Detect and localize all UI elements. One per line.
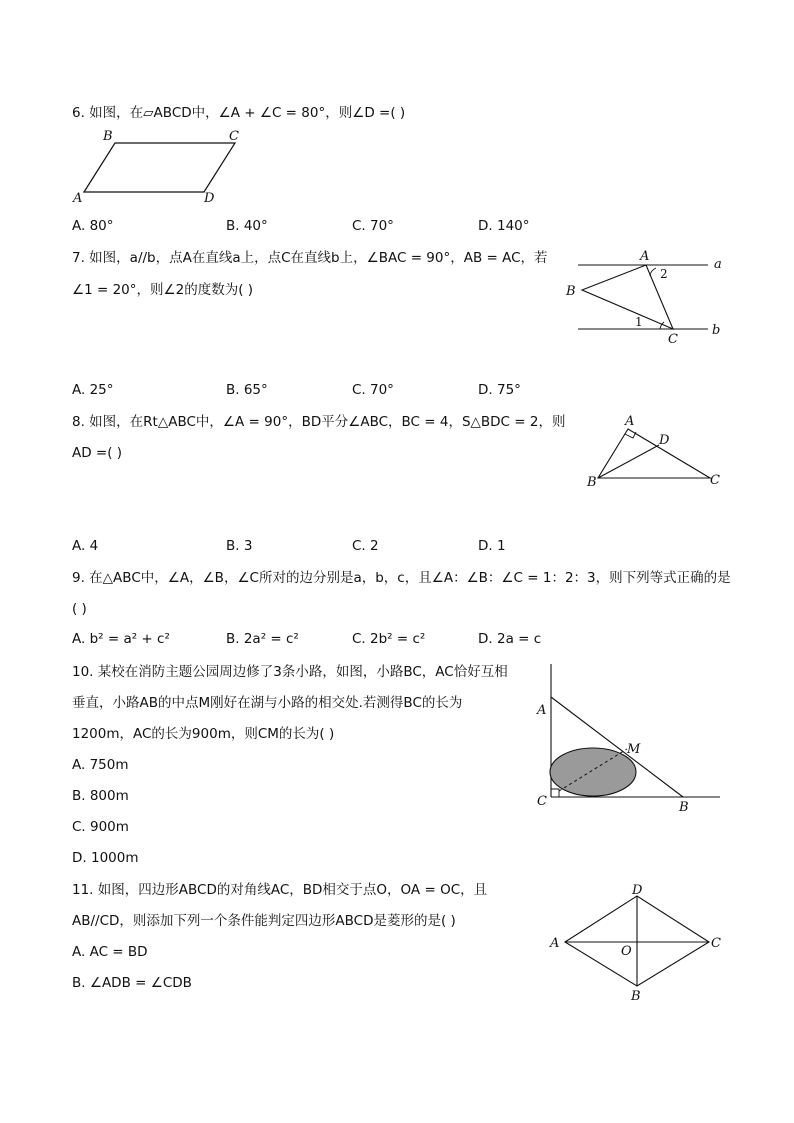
- q10-stem-line1: 10. 某校在消防主题公园周边修了3条小路，如图，小路BC，AC恰好互相: [72, 664, 508, 680]
- q9-option-a: A. b² = a² + c²: [72, 631, 170, 647]
- q8-label-C: C: [710, 473, 720, 488]
- q8-right-triangle-figure: [580, 412, 730, 492]
- q10-park-paths-figure: [530, 660, 725, 820]
- q7-label-a: a: [714, 257, 722, 272]
- q6-label-C: C: [229, 129, 239, 144]
- q11-label-C: C: [711, 936, 721, 951]
- q7-parallel-lines-figure: [560, 248, 730, 348]
- q8-label-B: B: [587, 475, 597, 490]
- q9-stem-line1: 9. 在△ABC中，∠A，∠B，∠C所对的边分别是a，b，c，且∠A：∠B：∠C = 1：2：3，则下列等式正确的是: [72, 570, 731, 586]
- q7-label-B: B: [566, 284, 576, 299]
- q11-rhombus-figure: [545, 880, 725, 1005]
- q6-stem: 6. 如图，在▱ABCD中，∠A + ∠C = 80°，则∠D =( ): [72, 105, 406, 121]
- q6-label-B: B: [103, 129, 113, 144]
- q7-angle-2-label: 2: [660, 267, 668, 281]
- q7-label-b: b: [712, 323, 721, 338]
- q7-angle-1-label: 1: [635, 315, 643, 329]
- q7-option-d: D. 75°: [478, 382, 521, 398]
- q10-option-c: C. 900m: [72, 819, 129, 835]
- q11-stem-line1: 11. 如图，四边形ABCD的对角线AC，BD相交于点O，OA = OC，且: [72, 882, 488, 898]
- q8-option-c: C. 2: [352, 538, 379, 554]
- q11-stem-line2: AB//CD，则添加下列一个条件能判定四边形ABCD是菱形的是( ): [72, 913, 456, 929]
- q8-option-b: B. 3: [226, 538, 253, 554]
- q10-option-b: B. 800m: [72, 788, 129, 804]
- q8-label-A: A: [625, 414, 635, 429]
- q10-label-B: B: [679, 800, 689, 815]
- q10-stem-line2: 垂直，小路AB的中点M刚好在湖与小路的相交处.若测得BC的长为: [72, 695, 463, 711]
- q7-option-a: A. 25°: [72, 382, 114, 398]
- q10-label-A: A: [537, 703, 547, 718]
- q7-label-A: A: [640, 249, 650, 264]
- q11-option-a: A. AC = BD: [72, 944, 148, 960]
- q10-label-M: M: [627, 742, 641, 757]
- q10-option-a: A. 750m: [72, 757, 129, 773]
- q6-option-b: B. 40°: [226, 218, 268, 234]
- q7-stem-line2: ∠1 = 20°，则∠2的度数为( ): [72, 282, 254, 298]
- q10-stem-line3: 1200m，AC的长为900m，则CM的长为( ): [72, 726, 335, 742]
- q7-stem-line1: 7. 如图，a//b，点A在直线a上，点C在直线b上，∠BAC = 90°，AB = AC，若: [72, 250, 548, 266]
- q6-option-c: C. 70°: [352, 218, 394, 234]
- q6-option-d: D. 140°: [478, 218, 530, 234]
- q8-option-a: A. 4: [72, 538, 99, 554]
- q7-label-C: C: [668, 332, 678, 347]
- q9-option-b: B. 2a² = c²: [226, 631, 299, 647]
- q11-label-A: A: [550, 936, 560, 951]
- q11-label-D: D: [632, 883, 643, 898]
- q8-stem-line2: AD =( ): [72, 445, 123, 461]
- q7-option-b: B. 65°: [226, 382, 268, 398]
- q9-option-d: D. 2a = c: [478, 631, 542, 647]
- q8-label-D: D: [659, 433, 670, 448]
- q6-label-A: A: [73, 191, 83, 206]
- q9-stem-line2: ( ): [72, 601, 87, 617]
- q6-label-D: D: [204, 191, 215, 206]
- q6-parallelogram-figure: [70, 128, 250, 208]
- q7-option-c: C. 70°: [352, 382, 394, 398]
- q10-label-C: C: [537, 794, 547, 809]
- q11-option-b: B. ∠ADB = ∠CDB: [72, 975, 192, 991]
- q6-option-a: A. 80°: [72, 218, 114, 234]
- q8-stem-line1: 8. 如图，在Rt△ABC中，∠A = 90°，BD平分∠ABC，BC = 4，S△BDC = 2，则: [72, 414, 566, 430]
- q9-option-c: C. 2b² = c²: [352, 631, 426, 647]
- q8-option-d: D. 1: [478, 538, 506, 554]
- q11-label-O: O: [621, 944, 632, 959]
- q11-label-B: B: [631, 989, 641, 1004]
- q10-option-d: D. 1000m: [72, 850, 139, 866]
